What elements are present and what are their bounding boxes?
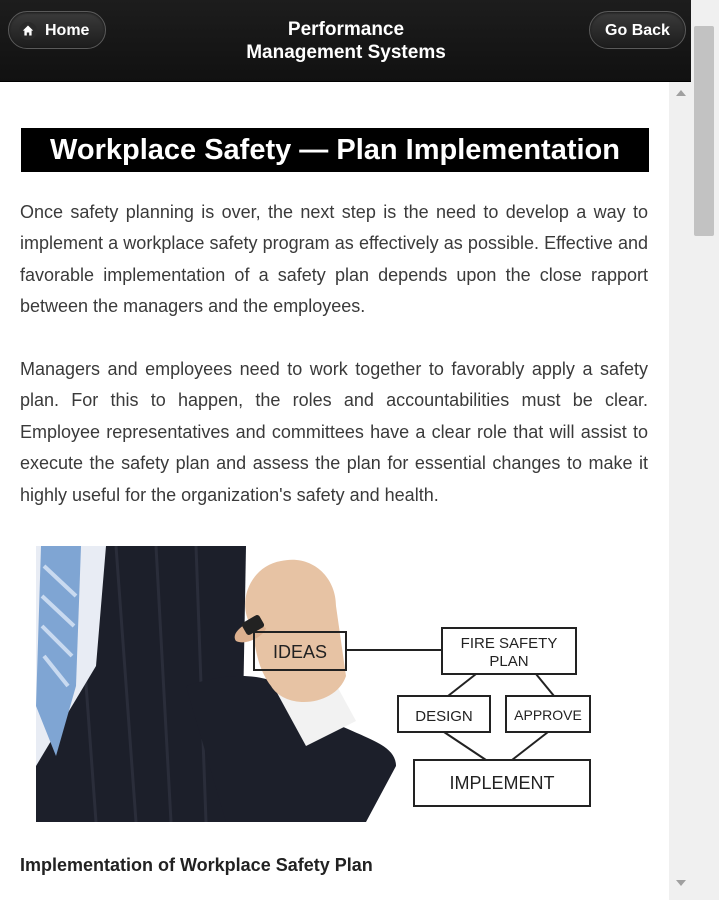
connector-fire-design	[448, 674, 476, 696]
connector-approve-implement	[512, 732, 548, 760]
approve-label: APPROVE	[514, 707, 582, 723]
home-button-label: Home	[45, 22, 90, 39]
scrollbar-thumb[interactable]	[694, 26, 714, 236]
connector-fire-approve	[536, 674, 554, 696]
content-area	[0, 82, 669, 900]
page-title	[160, 18, 532, 64]
section-subheading: Implementation of Workplace Safety Plan	[20, 855, 373, 875]
page-title-line1: Performance	[287, 19, 405, 40]
page-title-line2: Management Systems	[246, 42, 446, 63]
header-bar	[0, 0, 691, 82]
safety-plan-illustration	[36, 546, 606, 822]
go-back-button[interactable]	[589, 11, 686, 49]
connector-design-implement	[444, 732, 486, 760]
go-back-button-label: Go Back	[605, 22, 670, 39]
article-heading: Workplace Safety — Plan Implementation	[21, 128, 649, 172]
paragraph-1: Once safety planning is over, the next step is the need to develop a way to implement a workplace safety program as effectively as possible. Effective and favorable implementation of a safety plan depends upon the close rapport between the managers and the employees.	[20, 202, 648, 317]
scroll-down-arrow-icon[interactable]	[676, 880, 686, 886]
implement-label: IMPLEMENT	[449, 773, 555, 793]
design-label: DESIGN	[415, 708, 473, 725]
ideas-label: IDEAS	[272, 642, 328, 662]
fire-safety-label-2: PLAN	[489, 653, 529, 670]
fire-safety-label-1: FIRE SAFETY	[460, 635, 558, 652]
scroll-up-arrow-icon[interactable]	[676, 90, 686, 96]
paragraph-2: Managers and employees need to work together to favorably apply a safety plan. For this to happen, the roles and accountabilities must be clear. Employee representatives and committees have a clear role that will assist to execute the safety plan and assess the plan for essential changes to make it highly useful for the organization's safety and health.	[20, 359, 648, 505]
home-button[interactable]	[8, 11, 106, 49]
home-icon	[19, 22, 37, 40]
